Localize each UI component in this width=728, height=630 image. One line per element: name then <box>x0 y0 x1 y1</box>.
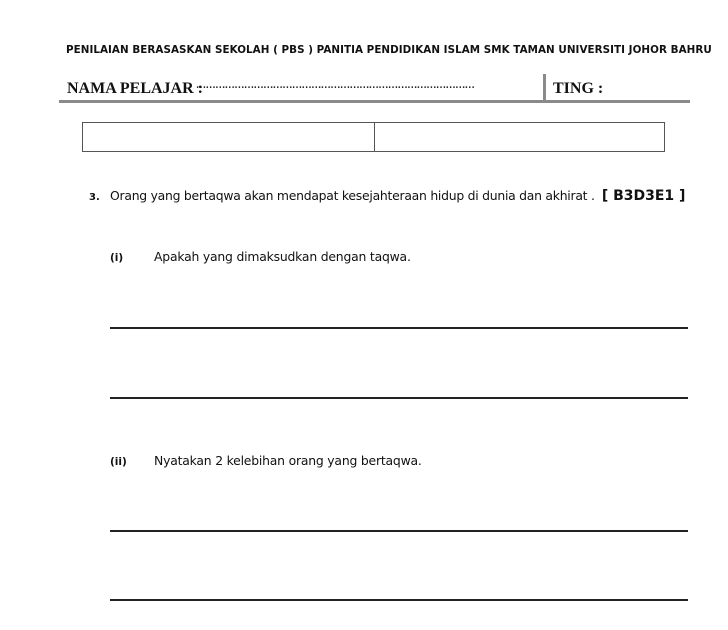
answer-line[interactable] <box>110 599 688 601</box>
answer-line[interactable] <box>110 327 688 329</box>
question-3 <box>89 188 685 204</box>
sub-question-text: Apakah yang dimaksudkan dengan taqwa. <box>154 249 411 264</box>
sub-question-number: (ii) <box>110 456 127 468</box>
question-text: Orang yang bertaqwa akan mendapat kesejahteraan hidup di dunia dan akhirat . <box>110 188 595 203</box>
student-info-row <box>59 72 690 103</box>
name-label: NAMA PELAJAR : <box>67 80 203 97</box>
blank-info-table <box>82 122 665 152</box>
page-header-title: PENILAIAN BERASASKAN SEKOLAH ( PBS ) PANITIA PENDIDIKAN ISLAM SMK TAMAN UNIVERSITI JOHOR BAHRU <box>66 44 712 56</box>
sub-question-text: Nyatakan 2 kelebihan orang yang bertaqwa. <box>154 453 422 468</box>
answer-line[interactable] <box>110 397 688 399</box>
sub-question-number: (i) <box>110 252 124 264</box>
blank-table-cell-right <box>375 123 664 151</box>
question-number: 3. <box>89 192 100 203</box>
name-blank-line: …………………………………………………………………………… <box>196 80 475 91</box>
sub-question-ii <box>110 450 422 469</box>
info-divider <box>543 74 546 101</box>
class-label: TING : <box>553 80 604 97</box>
sub-question-i <box>110 246 411 265</box>
question-code: [ B3D3E1 ] <box>601 188 686 204</box>
answer-line[interactable] <box>110 530 688 532</box>
blank-table-cell-left <box>83 123 375 151</box>
info-bottom-rule <box>59 100 690 103</box>
